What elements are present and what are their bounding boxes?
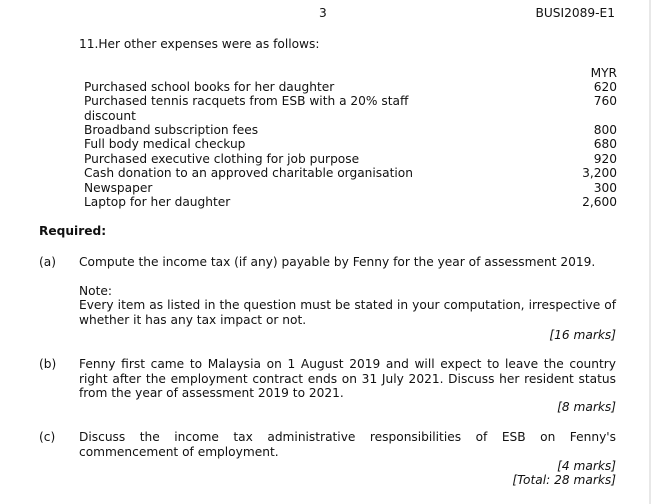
expense-label: Cash donation to an approved charitable organisation xyxy=(84,166,413,180)
expense-label: Purchased school books for her daughter xyxy=(84,80,335,94)
expense-label: Laptop for her daughter xyxy=(84,195,231,209)
part-a-marker: (a) xyxy=(39,255,56,269)
part-b-marks: [8 marks] xyxy=(557,400,616,414)
expense-value: 800 xyxy=(593,123,617,137)
note-text: Every item as listed in the question must be stated in your computation, irrespective of whether it has any tax impact or not. xyxy=(79,298,616,327)
part-b-text: Fenny first came to Malaysia on 1 August 2019 and will expect to leave the country right after the employment contract ends on 31 July 2021. Discuss her resident status from the year of assessment 2019 to 2021. xyxy=(79,357,616,400)
expense-value: 620 xyxy=(593,80,617,94)
expense-label: Purchased executive clothing for job purpose xyxy=(84,152,360,166)
required-heading: Required: xyxy=(39,224,107,238)
expense-value: 920 xyxy=(593,152,617,166)
part-a-text: Compute the income tax (if any) payable by Fenny for the year of assessment 2019. xyxy=(79,255,596,269)
currency-header: MYR xyxy=(590,66,617,80)
expense-value: 680 xyxy=(593,137,617,151)
question-11-intro: 11.Her other expenses were as follows: xyxy=(79,37,320,51)
expense-label: Full body medical checkup xyxy=(84,137,246,151)
expense-value: 2,600 xyxy=(582,195,617,209)
total-marks: [Total: 28 marks] xyxy=(512,473,616,487)
note-heading: Note: xyxy=(79,284,112,298)
expense-label: Purchased tennis racquets from ESB with a 20% staff discount xyxy=(84,94,409,123)
expense-value: 760 xyxy=(593,94,617,108)
part-c-text: Discuss the income tax administrative responsibilities of ESB on Fenny's commencement of employment. xyxy=(79,430,616,459)
expense-value: 300 xyxy=(593,181,617,195)
page-number: 3 xyxy=(319,6,327,20)
part-b-marker: (b) xyxy=(39,357,57,371)
expense-label: Broadband subscription fees xyxy=(84,123,259,137)
part-a-marks: [16 marks] xyxy=(549,328,616,342)
expense-label: Newspaper xyxy=(84,181,153,195)
document-code: BUSI2089-E1 xyxy=(535,6,615,20)
expense-value: 3,200 xyxy=(582,166,617,180)
part-c-marks: [4 marks] xyxy=(557,459,616,473)
part-c-marker: (c) xyxy=(39,430,56,444)
